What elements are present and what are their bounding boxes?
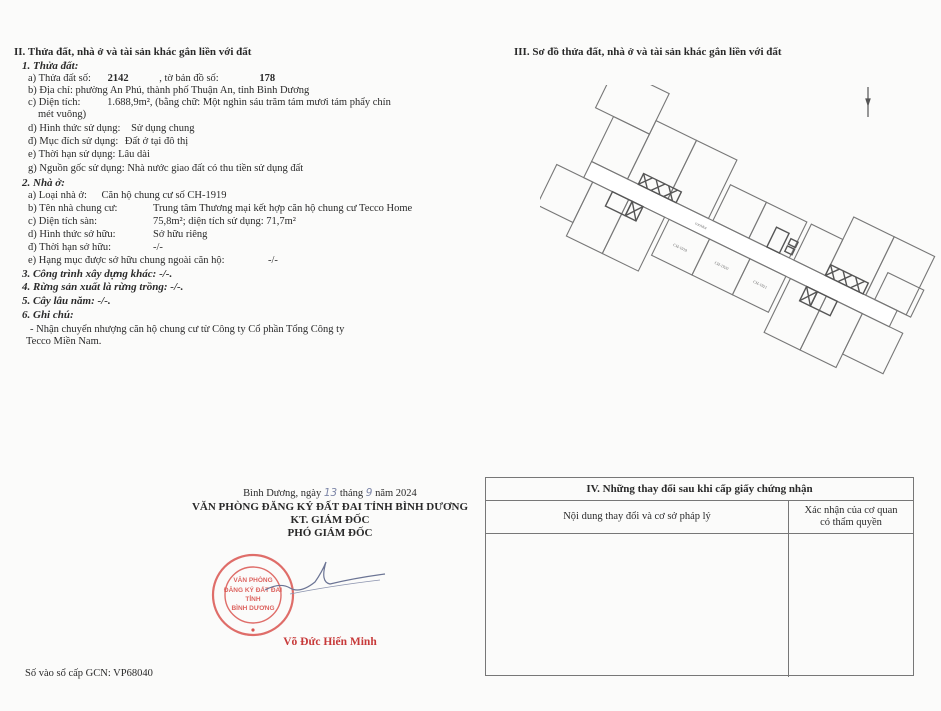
house-title: 2. Nhà ở: [22,177,65,189]
building-label: b) Tên nhà chung cư: [28,203,118,214]
area-value: 1.688,9m², (bằng chữ: Một nghìn sáu trăm tám mươi tám phẩy chín [107,97,391,108]
usage-form-label: d) Hình thức sử dụng: [28,123,121,134]
changes-col2-header [789,501,913,534]
forest: 4. Rừng sản xuất là rừng trồng: -/-. [22,281,184,293]
usage-term-row [28,149,150,161]
svg-text:ĐĂNG KÝ ĐẤT ĐAI: ĐĂNG KÝ ĐẤT ĐAI [223,587,283,594]
changes-table [485,477,914,676]
building-value: Trung tâm Thương mại kết hợp căn hộ chung cư Tecco Home [153,203,413,214]
ownership-term-value: -/- [153,242,163,253]
map-sheet-number: 178 [259,73,276,84]
changes-col-content [486,501,789,677]
house-type-label: a) Loại nhà ở: [28,190,87,201]
land-title: 1. Thửa đất: [22,60,79,72]
perennial: 5. Cây lâu năm: -/-. [22,295,111,307]
usage-purpose-value: Đất ở tại đô thị [124,136,189,147]
parcel-number: 2142 [107,73,129,84]
ownership-label: d) Hình thức sở hữu: [28,229,116,240]
notes-line2: Tecco Miền Nam. [26,336,102,347]
col2-line2: có thẩm quyền [820,517,882,528]
sign-day: 13 [323,487,338,499]
usage-form-row [28,123,195,135]
shared-label: e) Hạng mục được sở hữu chung ngoài căn hộ: [28,255,225,266]
floor-area-label: c) Diện tích sàn: [28,216,98,227]
svg-text:CH-1920: CH-1920 [713,259,730,272]
signer-name: Võ Đức Hiến Minh [283,636,377,648]
col2-line1: Xác nhận của cơ quan [804,505,898,516]
area-cont: mét vuông) [38,109,87,120]
svg-text:VĂN PHÒNG: VĂN PHÒNG [233,577,273,584]
usage-purpose-row [28,136,188,148]
changes-col-confirmation [789,501,913,677]
notes-title: 6. Ghi chú: [22,309,74,321]
usage-term-label: e) Thời hạn sử dụng: [28,149,116,160]
floor-plan-diagram [540,85,940,395]
shared-value: -/- [268,255,278,266]
parcel-row [28,73,275,85]
origin-row [28,163,303,175]
gcn-register-number: Số vào sổ cấp GCN: VP68040 [25,668,153,679]
area-row [28,97,391,109]
changes-table-title: IV. Những thay đổi sau khi cấp giấy chứng nhận [486,478,913,501]
building-row [28,203,117,215]
section-ii-title: II. Thửa đất, nhà ở và tài sản khác gắn liền với đất [14,46,252,58]
svg-text:BÌNH DƯƠNG: BÌNH DƯƠNG [231,605,275,612]
signer-role-1: KT. GIÁM ĐỐC [290,514,370,526]
address-row [28,85,309,97]
sign-month-label: tháng [339,488,364,499]
house-type-row [28,190,227,202]
notes-line1: - Nhận chuyển nhượng căn hộ chung cư từ Công ty Cổ phần Tổng Công ty [30,324,345,335]
sign-date [185,487,475,499]
house-type-value: Căn hộ chung cư số CH-1919 [101,190,227,201]
ownership-term-label: đ) Thời hạn sở hữu: [28,242,112,253]
usage-purpose-label: đ) Mục đích sử dụng: [28,136,119,147]
svg-text:CH-1921: CH-1921 [752,278,769,290]
other-works: 3. Công trình xây dựng khác: -/-. [22,268,173,280]
floor-area-value: 75,8m²; diện tích sử dụng: 71,7m² [153,216,296,227]
svg-text:CH-1919: CH-1919 [672,242,689,254]
section-iii-title: III. Sơ đồ thửa đất, nhà ở và tài sản khác gắn liền với đất [514,46,782,58]
changes-col2-cell [789,534,913,677]
changes-col1-header: Nội dung thay đổi và cơ sở pháp lý [486,501,788,534]
ownership-value: Sở hữu riêng [153,229,208,240]
origin-label: g) Nguồn gốc sử dụng: [28,163,125,174]
parcel-label: a) Thửa đất số: [28,73,91,84]
usage-term-value: Lâu dài [118,149,150,160]
usage-form-value: Sử dụng chung [131,123,195,134]
north-arrow-icon [866,87,870,117]
issuing-office: VĂN PHÒNG ĐĂNG KÝ ĐẤT ĐAI TỈNH BÌNH DƯƠNG [191,501,469,513]
sign-year: năm 2024 [375,488,417,499]
svg-text:corridor: corridor [694,220,708,231]
sign-place: Bình Dương, ngày [243,488,322,499]
svg-text:TỈNH: TỈNH [245,596,261,603]
changes-col1-cell [486,534,788,677]
address-value: phường An Phú, thành phố Thuận An, tỉnh Bình Dương [75,85,310,96]
signature-scribble [260,560,390,600]
area-label: c) Diện tích: [28,97,81,108]
signer-role-2: PHÓ GIÁM ĐỐC [287,527,373,539]
address-label: b) Địa chỉ: [28,85,73,96]
map-sheet-label: , tờ bản đồ số: [159,73,219,84]
origin-value: Nhà nước giao đất có thu tiền sử dụng đất [127,163,304,174]
sign-month: 9 [365,487,373,499]
